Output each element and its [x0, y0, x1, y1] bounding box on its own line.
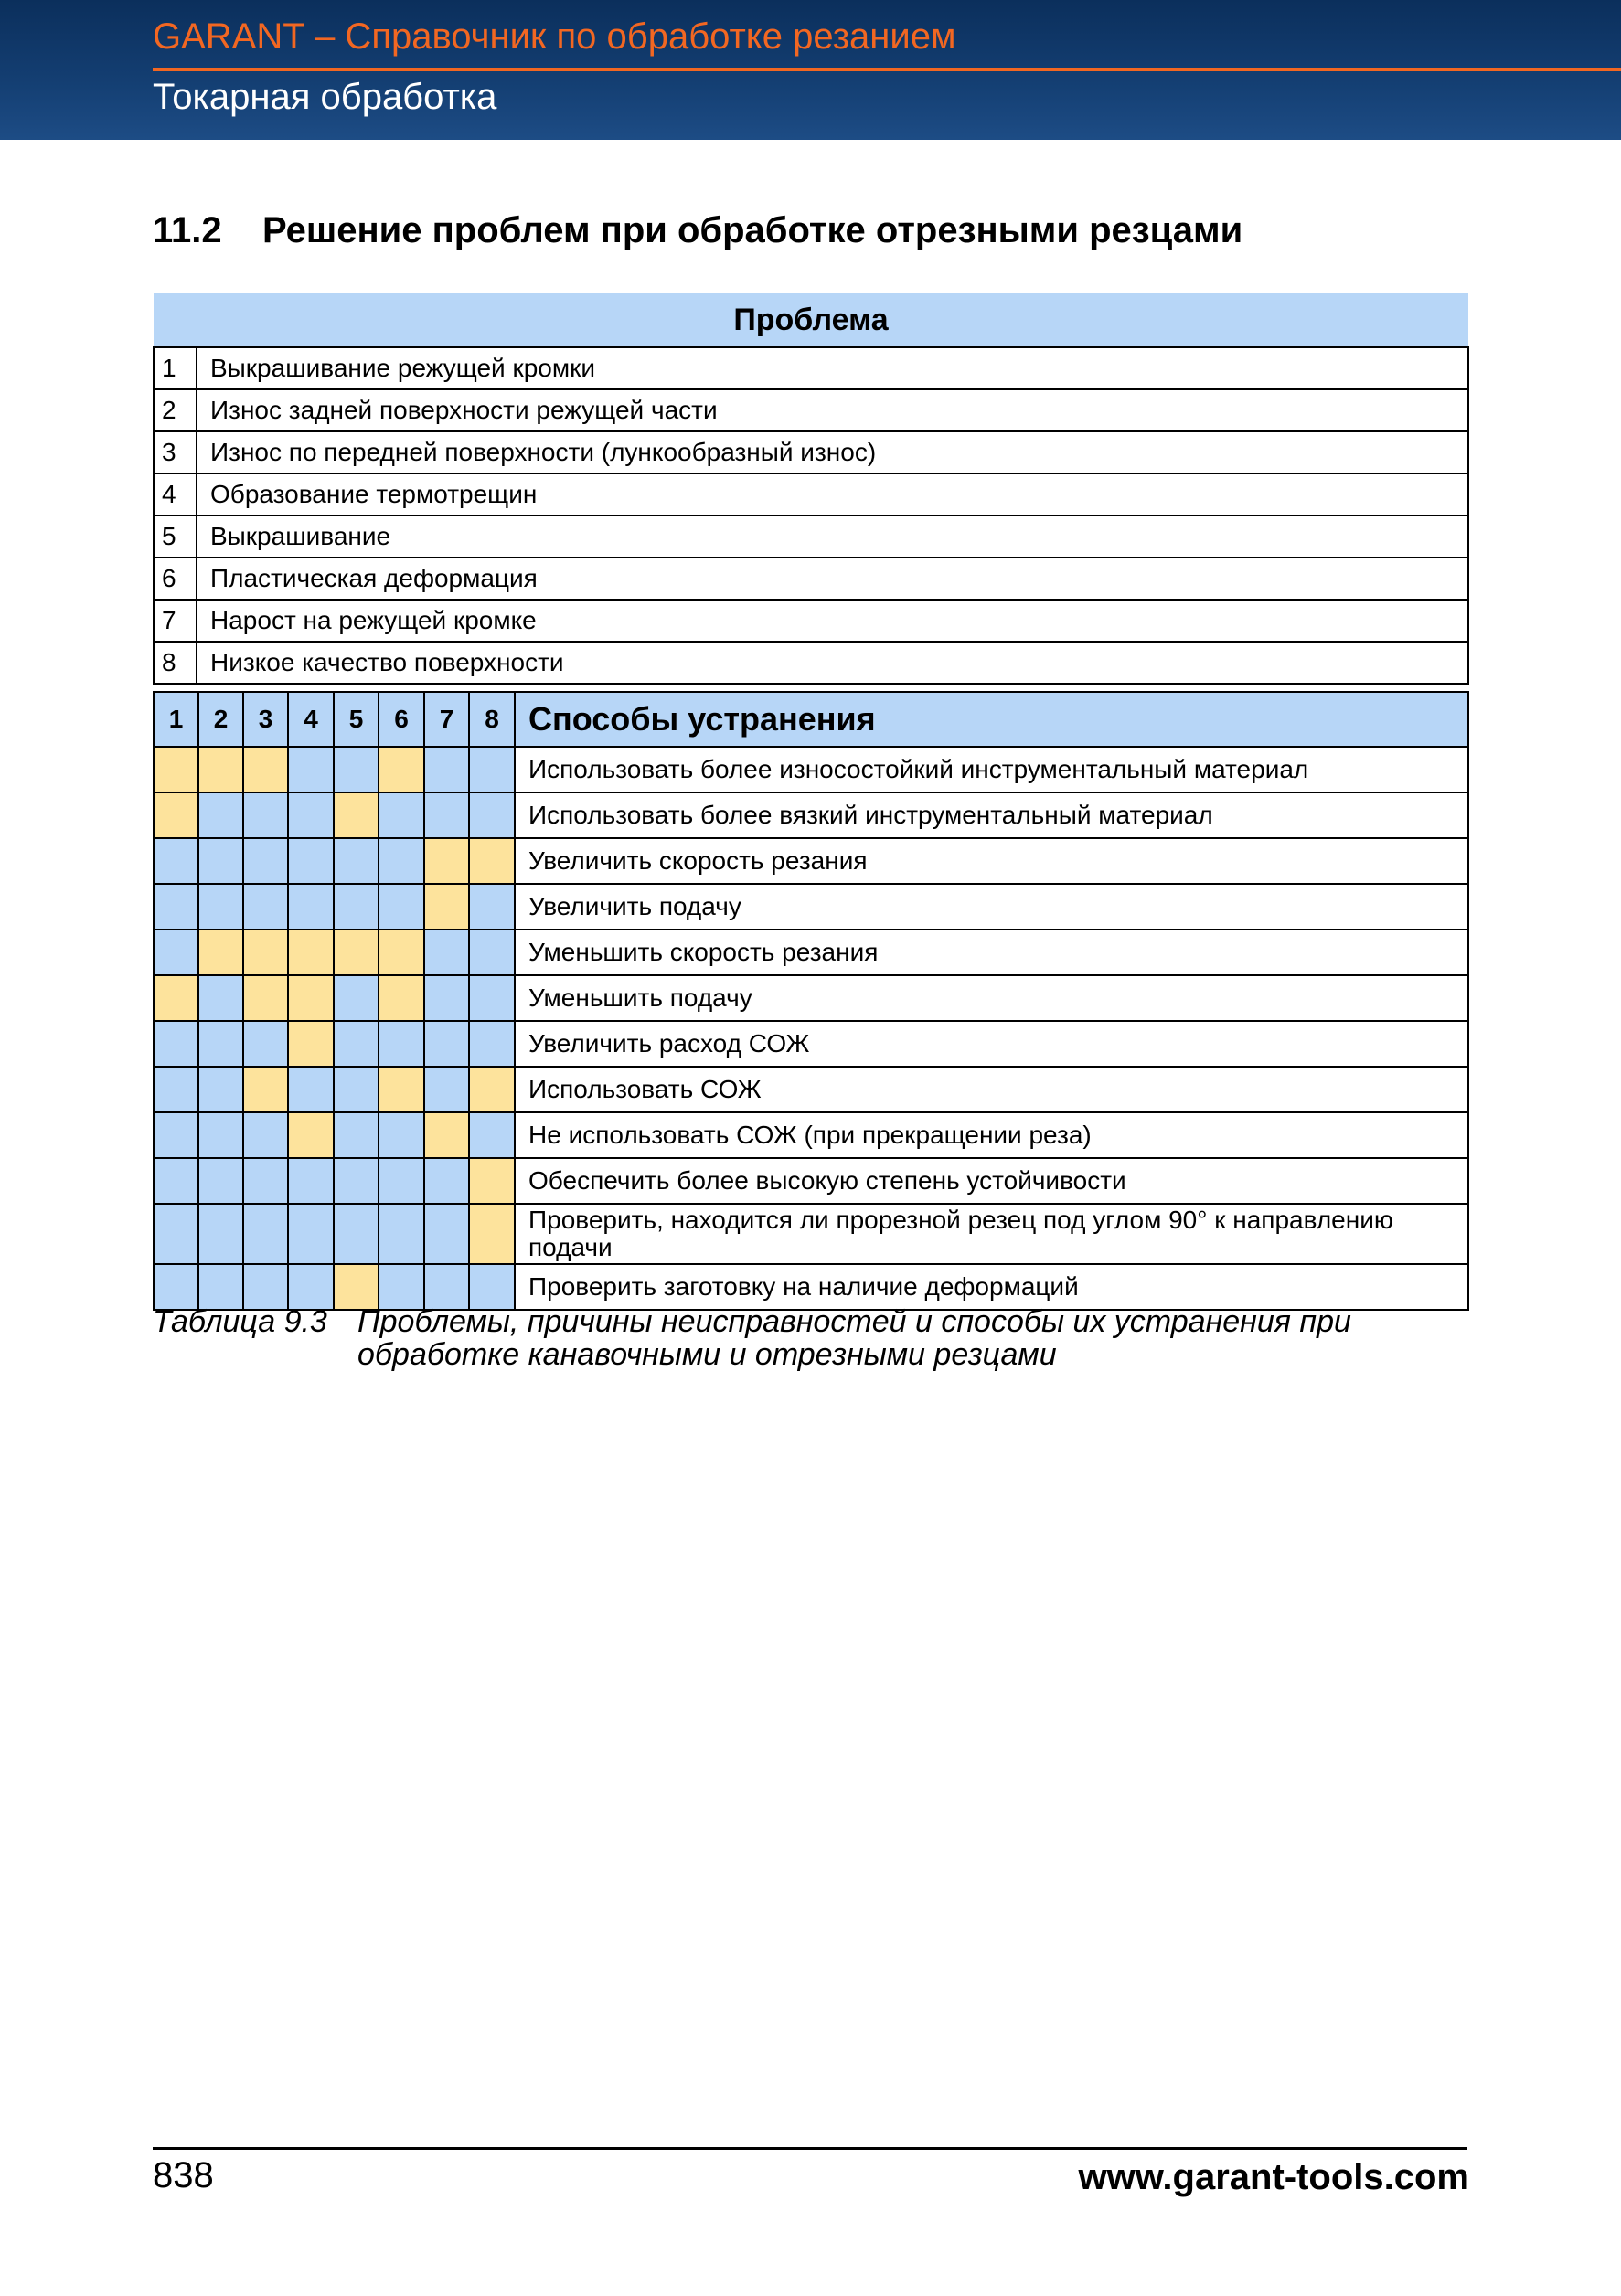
- mark-cell-empty: [198, 792, 243, 838]
- mark-cell-applicable: [424, 838, 469, 884]
- mark-cell-empty: [154, 930, 198, 975]
- mark-cell-applicable: [469, 1204, 515, 1264]
- mark-cell-applicable: [154, 792, 198, 838]
- mark-cell-applicable: [243, 747, 288, 792]
- mark-cell-applicable: [469, 1158, 515, 1204]
- problem-number: 4: [154, 473, 197, 516]
- mark-cell-empty: [288, 1204, 334, 1264]
- mark-cell-empty: [288, 792, 334, 838]
- solution-text: Проверить заготовку на наличие деформаций: [515, 1264, 1468, 1310]
- mark-cell-empty: [334, 1158, 379, 1204]
- mark-cell-empty: [243, 1112, 288, 1158]
- mark-cell-applicable: [198, 747, 243, 792]
- solution-row: [154, 975, 1468, 1021]
- problem-column-header: 6: [379, 692, 424, 747]
- mark-cell-empty: [379, 1112, 424, 1158]
- problems-heading: Проблема: [154, 293, 1468, 347]
- mark-cell-empty: [424, 1021, 469, 1067]
- mark-cell-empty: [469, 884, 515, 930]
- mark-cell-empty: [469, 1264, 515, 1310]
- mark-cell-empty: [424, 1264, 469, 1310]
- problem-row: [154, 516, 1468, 558]
- mark-cell-empty: [154, 1021, 198, 1067]
- problem-number: 2: [154, 389, 197, 431]
- problem-text: Износ задней поверхности режущей части: [197, 389, 1468, 431]
- solution-text: Использовать более вязкий инструментальный материал: [515, 792, 1468, 838]
- mark-cell-empty: [379, 884, 424, 930]
- problem-number: 7: [154, 600, 197, 642]
- problem-row: [154, 642, 1468, 684]
- mark-cell-empty: [243, 1204, 288, 1264]
- solution-text: Использовать СОЖ: [515, 1067, 1468, 1112]
- solutions-header-row: [154, 692, 1468, 747]
- mark-cell-empty: [288, 747, 334, 792]
- section-heading: Решение проблем при обработке отрезными резцами: [262, 210, 1243, 250]
- problem-number: 3: [154, 431, 197, 473]
- problem-text: Нарост на режущей кромке: [197, 600, 1468, 642]
- mark-cell-empty: [154, 838, 198, 884]
- problem-row: [154, 558, 1468, 600]
- footer-url: www.garant-tools.com: [1078, 2157, 1469, 2197]
- header-subtitle: Токарная обработка: [153, 77, 497, 117]
- mark-cell-empty: [334, 1067, 379, 1112]
- mark-cell-applicable: [379, 1067, 424, 1112]
- problem-column-header: 7: [424, 692, 469, 747]
- problems-table: [153, 293, 1469, 685]
- mark-cell-empty: [424, 747, 469, 792]
- solution-text: Увеличить подачу: [515, 884, 1468, 930]
- mark-cell-empty: [243, 1264, 288, 1310]
- problem-column-header: 5: [334, 692, 379, 747]
- problem-column-header: 4: [288, 692, 334, 747]
- mark-cell-empty: [334, 975, 379, 1021]
- mark-cell-applicable: [424, 884, 469, 930]
- mark-cell-empty: [469, 975, 515, 1021]
- mark-cell-empty: [424, 792, 469, 838]
- mark-cell-applicable: [379, 975, 424, 1021]
- solution-row: [154, 1264, 1468, 1310]
- mark-cell-empty: [154, 1067, 198, 1112]
- mark-cell-empty: [198, 884, 243, 930]
- mark-cell-empty: [469, 930, 515, 975]
- mark-cell-empty: [288, 1158, 334, 1204]
- mark-cell-empty: [469, 792, 515, 838]
- solution-row: [154, 792, 1468, 838]
- section-title: [153, 210, 1242, 251]
- mark-cell-applicable: [288, 1112, 334, 1158]
- mark-cell-applicable: [154, 975, 198, 1021]
- problem-column-header: 1: [154, 692, 198, 747]
- solution-text: Обеспечить более высокую степень устойчивости: [515, 1158, 1468, 1204]
- problem-text: Образование термотрещин: [197, 473, 1468, 516]
- mark-cell-empty: [198, 1021, 243, 1067]
- solution-text: Использовать более износостойкий инструментальный материал: [515, 747, 1468, 792]
- mark-cell-empty: [334, 838, 379, 884]
- problem-number: 1: [154, 347, 197, 389]
- mark-cell-empty: [243, 792, 288, 838]
- mark-cell-empty: [379, 792, 424, 838]
- mark-cell-applicable: [243, 930, 288, 975]
- mark-cell-empty: [379, 1158, 424, 1204]
- mark-cell-applicable: [379, 930, 424, 975]
- problem-text: Выкрашивание: [197, 516, 1468, 558]
- mark-cell-empty: [334, 747, 379, 792]
- solution-row: [154, 1204, 1468, 1264]
- caption-text: Проблемы, причины неисправностей и способы их устранения при обработке канавочными и отрезными резцами: [357, 1304, 1351, 1372]
- mark-cell-empty: [243, 838, 288, 884]
- mark-cell-empty: [469, 1021, 515, 1067]
- mark-cell-empty: [288, 884, 334, 930]
- mark-cell-empty: [424, 1158, 469, 1204]
- mark-cell-empty: [243, 1021, 288, 1067]
- header-divider: [153, 68, 1621, 71]
- mark-cell-empty: [154, 1112, 198, 1158]
- solution-text: Уменьшить скорость резания: [515, 930, 1468, 975]
- mark-cell-empty: [154, 884, 198, 930]
- solution-row: [154, 1158, 1468, 1204]
- mark-cell-applicable: [334, 792, 379, 838]
- mark-cell-empty: [288, 838, 334, 884]
- mark-cell-applicable: [379, 747, 424, 792]
- solutions-heading: Способы устранения: [515, 692, 1468, 747]
- mark-cell-applicable: [469, 1067, 515, 1112]
- mark-cell-empty: [198, 1112, 243, 1158]
- problem-number: 8: [154, 642, 197, 684]
- mark-cell-empty: [334, 884, 379, 930]
- mark-cell-empty: [379, 1204, 424, 1264]
- mark-cell-empty: [469, 1112, 515, 1158]
- solution-text: Не использовать СОЖ (при прекращении реза): [515, 1112, 1468, 1158]
- mark-cell-empty: [379, 1021, 424, 1067]
- problem-number: 6: [154, 558, 197, 600]
- solution-row: [154, 838, 1468, 884]
- problem-column-header: 8: [469, 692, 515, 747]
- mark-cell-applicable: [424, 1112, 469, 1158]
- solution-text: Увеличить скорость резания: [515, 838, 1468, 884]
- mark-cell-applicable: [243, 975, 288, 1021]
- mark-cell-applicable: [243, 1067, 288, 1112]
- mark-cell-applicable: [198, 930, 243, 975]
- solution-text: Уменьшить подачу: [515, 975, 1468, 1021]
- mark-cell-empty: [154, 1264, 198, 1310]
- mark-cell-empty: [198, 1158, 243, 1204]
- section-number: 11.2: [153, 210, 222, 250]
- solution-row: [154, 747, 1468, 792]
- footer-divider: [153, 2147, 1467, 2150]
- solution-row: [154, 930, 1468, 975]
- solution-text: Проверить, находится ли прорезной резец под углом 90° к направлению подачи: [515, 1204, 1468, 1264]
- mark-cell-empty: [424, 1204, 469, 1264]
- problem-row: [154, 389, 1468, 431]
- problem-text: Низкое качество поверхности: [197, 642, 1468, 684]
- mark-cell-applicable: [154, 747, 198, 792]
- mark-cell-empty: [334, 1112, 379, 1158]
- mark-cell-empty: [154, 1158, 198, 1204]
- mark-cell-applicable: [288, 930, 334, 975]
- page-number: 838: [153, 2155, 214, 2195]
- problem-row: [154, 600, 1468, 642]
- problem-column-header: 3: [243, 692, 288, 747]
- mark-cell-empty: [198, 1204, 243, 1264]
- problem-number: 5: [154, 516, 197, 558]
- mark-cell-empty: [198, 1067, 243, 1112]
- page-header: [0, 0, 1621, 140]
- mark-cell-empty: [424, 1067, 469, 1112]
- mark-cell-empty: [198, 1264, 243, 1310]
- solution-row: [154, 1067, 1468, 1112]
- problem-text: Износ по передней поверхности (лункообразный износ): [197, 431, 1468, 473]
- mark-cell-empty: [334, 1021, 379, 1067]
- mark-cell-empty: [424, 930, 469, 975]
- mark-cell-empty: [379, 838, 424, 884]
- problem-text: Пластическая деформация: [197, 558, 1468, 600]
- mark-cell-empty: [334, 1204, 379, 1264]
- problem-column-header: 2: [198, 692, 243, 747]
- caption-label: Таблица 9.3: [153, 1304, 327, 1339]
- mark-cell-empty: [288, 1067, 334, 1112]
- mark-cell-empty: [154, 1204, 198, 1264]
- mark-cell-empty: [379, 1264, 424, 1310]
- mark-cell-empty: [288, 1264, 334, 1310]
- mark-cell-applicable: [288, 975, 334, 1021]
- solution-row: [154, 1021, 1468, 1067]
- mark-cell-empty: [198, 975, 243, 1021]
- problem-row: [154, 473, 1468, 516]
- solution-row: [154, 1112, 1468, 1158]
- mark-cell-empty: [243, 884, 288, 930]
- problem-text: Выкрашивание режущей кромки: [197, 347, 1468, 389]
- problem-row: [154, 347, 1468, 389]
- mark-cell-applicable: [469, 838, 515, 884]
- solution-row: [154, 884, 1468, 930]
- mark-cell-applicable: [288, 1021, 334, 1067]
- mark-cell-empty: [198, 838, 243, 884]
- problem-row: [154, 431, 1468, 473]
- mark-cell-empty: [469, 747, 515, 792]
- header-title: GARANT – Справочник по обработке резанием: [153, 16, 956, 57]
- mark-cell-applicable: [334, 930, 379, 975]
- mark-cell-empty: [243, 1158, 288, 1204]
- solution-text: Увеличить расход СОЖ: [515, 1021, 1468, 1067]
- mark-cell-applicable: [334, 1264, 379, 1310]
- mark-cell-empty: [424, 975, 469, 1021]
- solutions-table: [153, 691, 1469, 1311]
